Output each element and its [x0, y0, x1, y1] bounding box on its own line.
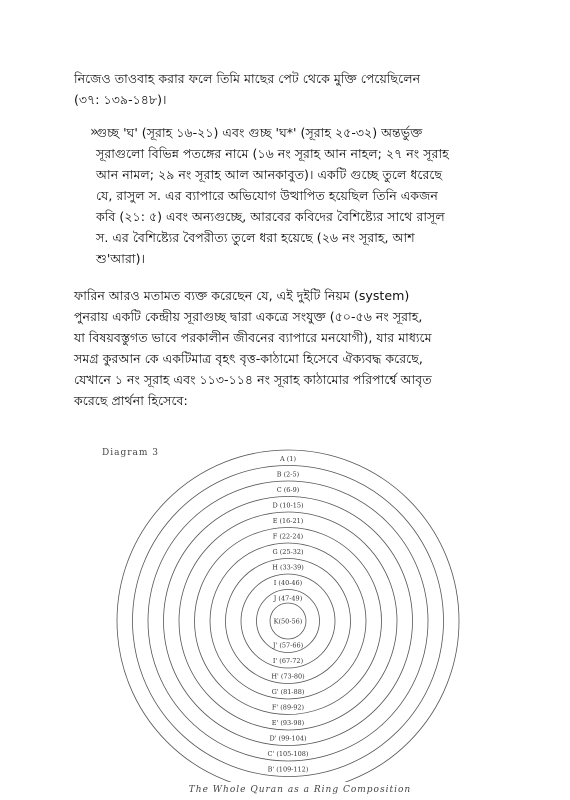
ring-label-bottom	[267, 781, 309, 782]
ring-label-bottom: G' (81-88)	[271, 688, 305, 696]
ring-label-bottom: C' (105-108)	[267, 750, 309, 758]
text-line: সমগ্র কুরআন কে একটিমাত্র বৃহৎ বৃত্ত-কাঠামো হিসেবে ঐক্যবদ্ধ করেছে,	[74, 351, 423, 366]
text-line: যেখানে ১ নং সূরাহ এবং ১১৩-১১৪ নং সূরাহ কাঠামোর পরিপার্শ্বে আবৃত	[74, 372, 432, 387]
ring-label-top: B (2-5)	[276, 470, 300, 479]
text-line: কবি (২১: ৫) এবং অন্যগুচ্ছে, আরবের কবিদের বৈশিষ্ট্যের সাথে রাসূল	[96, 209, 445, 224]
ring-label-top: A (1)	[280, 455, 296, 463]
text-line: শু'আরা)।	[96, 251, 145, 266]
ring-label-top: E (16-21)	[272, 517, 304, 525]
ring-circle	[117, 450, 459, 782]
text-line: নিজেও তাওবাহ করার ফলে তিমি মাছের পেট থেকে মুক্তি পেয়েছিলেন	[74, 71, 421, 86]
ring-label-top: G (25-32)	[272, 548, 304, 556]
ring-label-top: I (40-46)	[273, 579, 303, 587]
paragraph-system	[74, 285, 506, 411]
text-line: পুনরায় একটি কেন্দ্রীয় সূরাগুচ্ছ দ্বারা একত্রে সংযুক্ত (৫০-৫৬ নং সূরাহ,	[74, 309, 423, 324]
ring-label-bottom: F' (89-92)	[271, 703, 305, 712]
text-line: স. এর বৈশিষ্ট্যের বৈপরীত্য তুলে ধরা হয়েছে (২৬ নং সূরাহ, আশ	[96, 230, 415, 245]
ring-label-bottom: B' (109-112)	[267, 765, 309, 774]
ring-label-top: H (33-39)	[272, 563, 304, 572]
center-label: K(50-56)	[273, 617, 303, 626]
text-line: করেছে প্রার্থনা হিসেবে:	[74, 393, 188, 408]
ring-label-top: F (22-24)	[272, 532, 304, 541]
text-line: ফারিন আরও মতামত ব্যক্ত করেছেন যে, এই দুইটি নিয়ম (system)	[74, 288, 410, 303]
bullet-paragraph	[96, 122, 506, 269]
ring-diagram	[90, 432, 510, 800]
text-line: গুচ্ছ 'ঘ' (সূরাহ ১৬-২১) এবং গুচ্ছ 'ঘ*' (সূরাহ ২৫-৩২) অন্তর্ভুক্ত	[96, 125, 423, 140]
text-line: যা বিষয়বস্তুগত ভাবে পরকালীন জীবনের ব্যাপারে মনযোগী), যার মাধ্যমে	[74, 330, 432, 345]
ring-label-bottom: H' (73-80)	[271, 672, 305, 681]
text-line: আন নামল; ২৯ নং সূরাহ আল আনকাবুত)। একটি গুচ্ছে তুলে ধরেছে	[96, 167, 443, 182]
ring-label-bottom: E' (93-98)	[271, 719, 305, 727]
ring-diagram-svg	[90, 432, 510, 782]
ring-label-bottom: I' (67-72)	[272, 657, 304, 665]
diagram-title: Diagram 3	[102, 448, 160, 458]
diagram-caption: The Whole Quran as a Ring Composition	[188, 785, 412, 795]
ring-label-top: D (10-15)	[272, 501, 304, 510]
text-line: সূরাগুলো বিভিন্ন পতঙ্গের নামে (১৬ নং সূরাহ আন নাহল; ২৭ নং সূরাহ	[96, 146, 449, 161]
ring-label-bottom: J' (57-66)	[272, 641, 304, 650]
ring-label-top: C (6-9)	[276, 486, 300, 494]
paragraph-intro	[74, 68, 506, 110]
text-line: যে, রাসুল স. এর ব্যাপারে অভিযোগ উত্থাপিত হয়েছিল তিনি একজন	[96, 188, 438, 203]
bullet-marker: »	[90, 124, 99, 140]
ring-label-top: J (47-49)	[273, 594, 303, 603]
text-line: (৩৭: ১৩৯-১৪৮)।	[74, 92, 167, 107]
ring-label-bottom: D' (99-104)	[269, 734, 307, 743]
